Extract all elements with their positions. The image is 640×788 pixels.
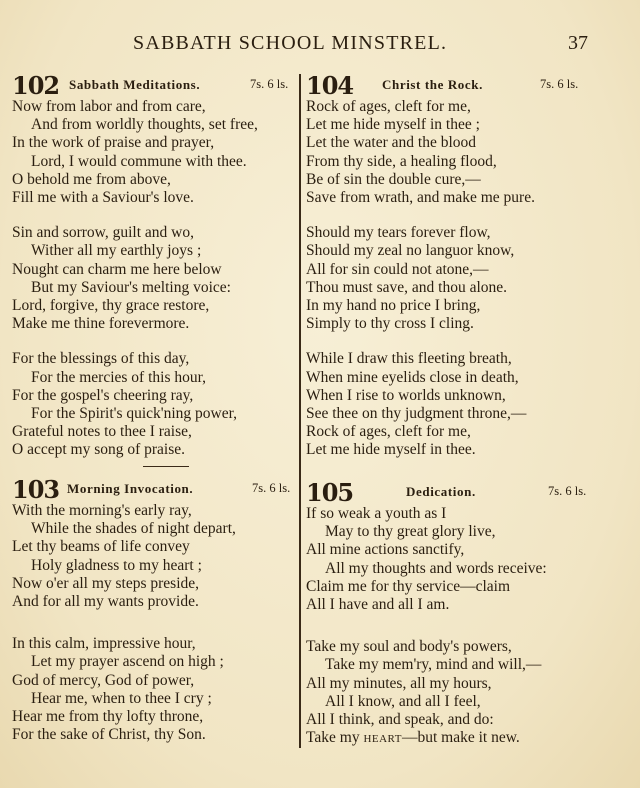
verse-line: Grateful notes to thee I raise, (12, 423, 192, 441)
verse-line: In my hand no price I bring, (306, 297, 481, 315)
verse-line: Simply to thy cross I cling. (306, 315, 474, 333)
verse-line: And from worldly thoughts, set free, (31, 116, 258, 134)
hymn-title: Dedication. (406, 484, 476, 499)
hymn-separator-rule (143, 466, 189, 467)
verse-line: When I rise to worlds unknown, (306, 386, 506, 404)
verse-line: Should my zeal no languor know, (306, 242, 515, 260)
stanza (306, 638, 596, 747)
verse-line: With the morning's early ray, (12, 502, 192, 519)
verse-line: O behold me from above, (12, 170, 171, 188)
verse-line: Take my mem'ry, mind and will,— (325, 656, 542, 674)
verse-line: When mine eyelids close in death, (306, 368, 519, 386)
hymn-title: Christ the Rock. (382, 77, 483, 92)
verse-line: Holy gladness to my heart ; (31, 556, 202, 574)
verse-line: All my thoughts and words receive: (325, 559, 547, 577)
hymn-meter: 7s. 6 ls. (540, 77, 579, 91)
stanza (12, 635, 302, 744)
stanza (12, 98, 302, 207)
verse-line: Lord, forgive, thy grace restore, (12, 297, 210, 315)
verse-line: Let the water and the blood (306, 134, 477, 152)
last-line-before: Take my (306, 729, 364, 747)
verse-line: God of mercy, God of power, (12, 671, 195, 689)
stanza (306, 224, 596, 333)
verse-line: Rock of ages, cleft for me, (306, 423, 471, 441)
hymn-102 (12, 71, 302, 460)
hymn-heading (12, 475, 302, 504)
verse-line: For the Spirit's quick'ning power, (31, 405, 238, 423)
stanza (306, 98, 596, 207)
verse-line: In the work of praise and prayer, (12, 134, 215, 152)
verse-line: All my minutes, all my hours, (306, 674, 492, 692)
verse-line: All I have and all I am. (306, 596, 450, 614)
verse-line: Let thy beams of life convey (12, 538, 190, 556)
hymn-number: 102 (12, 71, 60, 100)
hymn-meter: 7s. 6 ls. (548, 484, 587, 498)
verse-line: Claim me for thy service—claim (306, 577, 511, 595)
verse-line: Hear me from thy lofty throne, (12, 708, 204, 726)
verse-line: For the sake of Christ, thy Son. (12, 726, 206, 744)
verse-line: Let me hide myself in thee. (306, 441, 476, 459)
verse-line: Wither all my earthly joys ; (31, 242, 202, 260)
hymn-104 (306, 71, 596, 460)
hymn-title: Morning Invocation. (67, 481, 194, 496)
hymn-heading (306, 71, 596, 100)
verse-line: Be of sin the double cure,— (306, 170, 481, 188)
verse-line: All I know, and all I feel, (325, 692, 481, 710)
verse-line: Nought can charm me here below (12, 260, 222, 278)
verse-line: For the mercies of this hour, (31, 368, 207, 386)
verse-line: From thy side, a healing flood, (306, 152, 497, 170)
page-number: 37 (568, 32, 588, 54)
verse-line: Now from labor and from care, (12, 98, 206, 115)
last-line-after: —but make it new. (401, 729, 520, 747)
hymn-heading (306, 478, 596, 507)
hymn-title: Sabbath Meditations. (69, 77, 201, 92)
verse-line: Sin and sorrow, guilt and wo, (12, 224, 194, 242)
verse-line: All I think, and speak, and do: (306, 711, 494, 729)
hymn-103 (12, 475, 302, 744)
verse-line: See thee on thy judgment throne,— (306, 405, 527, 423)
verse-line: Lord, I would commune with thee. (31, 152, 247, 170)
hymn-number: 104 (306, 71, 354, 100)
running-head (0, 32, 640, 58)
verse-line: Now o'er all my steps preside, (12, 574, 200, 592)
hymn-heading (12, 71, 302, 100)
verse-line: All for sin could not atone,— (306, 260, 489, 278)
stanza (12, 502, 302, 611)
verse-line: O accept my song of praise. (12, 441, 186, 459)
verse-line: Take my soul and body's powers, (306, 638, 512, 656)
stanza (306, 350, 596, 459)
verse-line: Let me hide myself in thee ; (306, 116, 480, 134)
hymn-number: 103 (12, 475, 60, 504)
verse-line: Rock of ages, cleft for me, (306, 98, 471, 115)
verse-line: For the blessings of this day, (12, 350, 190, 368)
verse-line: Should my tears forever flow, (306, 224, 491, 242)
hymn-meter: 7s. 6 ls. (250, 77, 289, 91)
running-title: SABBATH SCHOOL MINSTREL. (133, 32, 448, 54)
hymn-meter: 7s. 6 ls. (252, 481, 291, 495)
verse-line: For the gospel's cheering ray, (12, 386, 194, 404)
stanza (12, 224, 302, 333)
verse-line: But my Saviour's melting voice: (31, 278, 231, 296)
verse-line: While I draw this fleeting breath, (306, 350, 512, 368)
verse-line: Save from wrath, and make me pure. (306, 189, 535, 207)
stanza (12, 350, 302, 459)
hymn-105 (306, 478, 596, 747)
verse-line: Let my prayer ascend on high ; (31, 653, 224, 671)
verse-line: If so weak a youth as I (306, 505, 447, 522)
verse-line: Hear me, when to thee I cry ; (31, 689, 212, 707)
verse-line: While the shades of night depart, (31, 520, 236, 538)
verse-line: Make me thine forevermore. (12, 315, 190, 333)
verse-line: And for all my wants provide. (12, 593, 199, 611)
verse-line-last (306, 729, 596, 747)
verse-line: May to thy great glory live, (325, 523, 496, 541)
stanza (306, 505, 596, 614)
verse-line: All mine actions sanctify, (306, 541, 465, 559)
last-line-emphasis: heart (363, 729, 402, 747)
verse-line: In this calm, impressive hour, (12, 635, 196, 653)
verse-line: Thou must save, and thou alone. (306, 278, 508, 296)
hymn-number: 105 (306, 478, 354, 507)
verse-line: Fill me with a Saviour's love. (12, 189, 194, 207)
